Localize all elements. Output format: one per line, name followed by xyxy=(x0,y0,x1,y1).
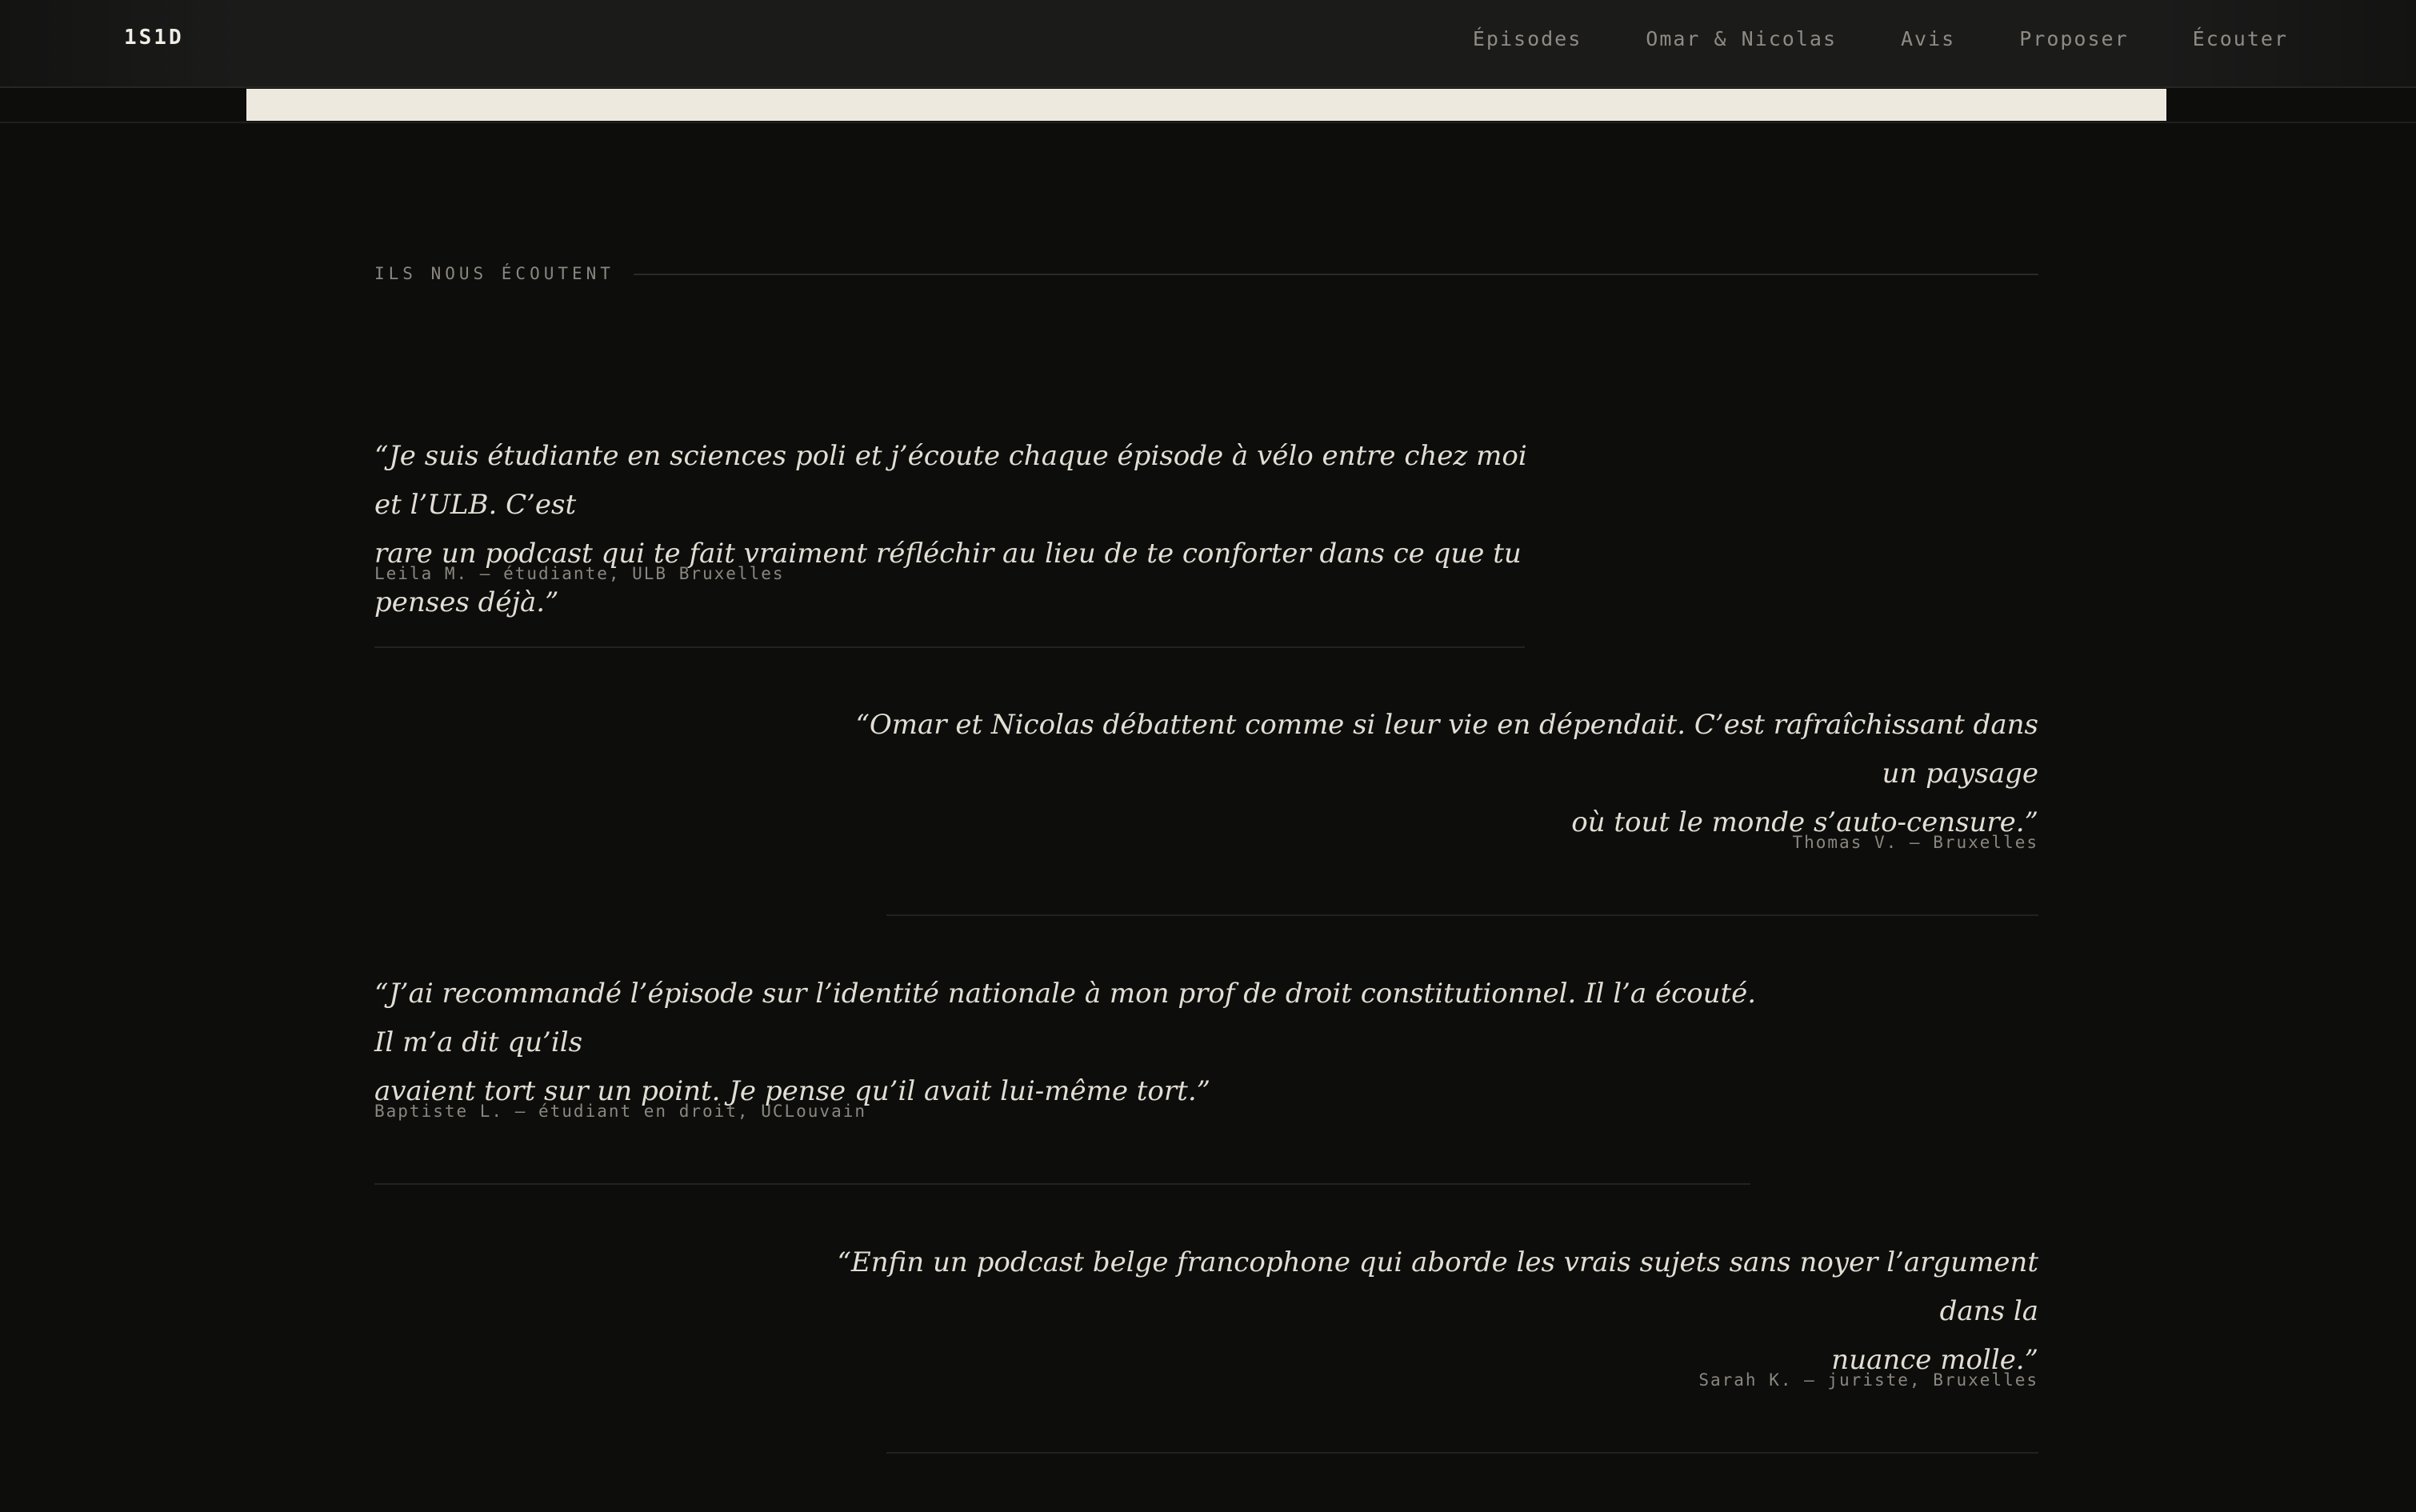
quote-line: rare un podcast qui te fait vraiment réfléchir au lieu de te conforter dans ce que tu penses déjà.” xyxy=(374,538,1522,618)
site-header xyxy=(0,0,2416,88)
section-divider xyxy=(634,274,2038,275)
nav-link-reviews[interactable]: Avis xyxy=(1901,27,1956,50)
quote-line: “J’ai recommandé l’épisode sur l’identité nationale à mon prof de droit constitutionnel. Il l’a écouté. Il m’a dit qu’ils xyxy=(374,978,1757,1058)
quote-line: nuance molle.” xyxy=(1831,1344,2038,1376)
testimonial-quote xyxy=(374,432,1542,627)
nav-link-propose[interactable]: Proposer xyxy=(2019,27,2129,50)
testimonial-divider xyxy=(886,1452,2038,1454)
section-label: ILS NOUS ÉCOUTENT xyxy=(374,264,614,283)
testimonial-author: Thomas V. — Bruxelles xyxy=(1792,833,2038,852)
testimonial-quote xyxy=(374,970,1782,1116)
site-logo[interactable]: 1S1D xyxy=(124,26,184,50)
hero-bottom-edge xyxy=(246,89,2166,121)
testimonial-author: Baptiste L. — étudiant en droit, UCLouvain xyxy=(374,1102,867,1121)
nav-link-hosts[interactable]: Omar & Nicolas xyxy=(1646,27,1837,50)
quote-line: où tout le monde s’auto-censure.” xyxy=(1571,806,2038,838)
header-divider xyxy=(0,122,2416,123)
testimonial-author: Leila M. — étudiante, ULB Bruxelles xyxy=(374,564,785,583)
nav-link-episodes[interactable]: Épisodes xyxy=(1472,27,1582,50)
quote-line: “Je suis étudiante en sciences poli et j’écoute chaque épisode à vélo entre chez moi et l’ULB. C’est xyxy=(374,440,1527,521)
main-nav xyxy=(1409,27,2288,50)
quote-line: “Enfin un podcast belge francophone qui aborde les vrais sujets sans noyer l’argument dans la xyxy=(837,1246,2038,1327)
testimonial-divider xyxy=(886,914,2038,916)
testimonial-author: Sarah K. — juriste, Bruxelles xyxy=(1698,1370,2038,1390)
testimonial-divider xyxy=(374,646,1525,648)
testimonial-quote xyxy=(816,1238,2038,1385)
nav-link-listen[interactable]: Écouter xyxy=(2192,27,2288,50)
testimonial-quote xyxy=(816,701,2038,847)
quote-line: avaient tort sur un point. Je pense qu’il avait lui-même tort.” xyxy=(374,1075,1211,1107)
testimonial-divider xyxy=(374,1183,1750,1185)
quote-line: “Omar et Nicolas débattent comme si leur vie en dépendait. C’est rafraîchissant dans un paysage xyxy=(855,709,2038,790)
